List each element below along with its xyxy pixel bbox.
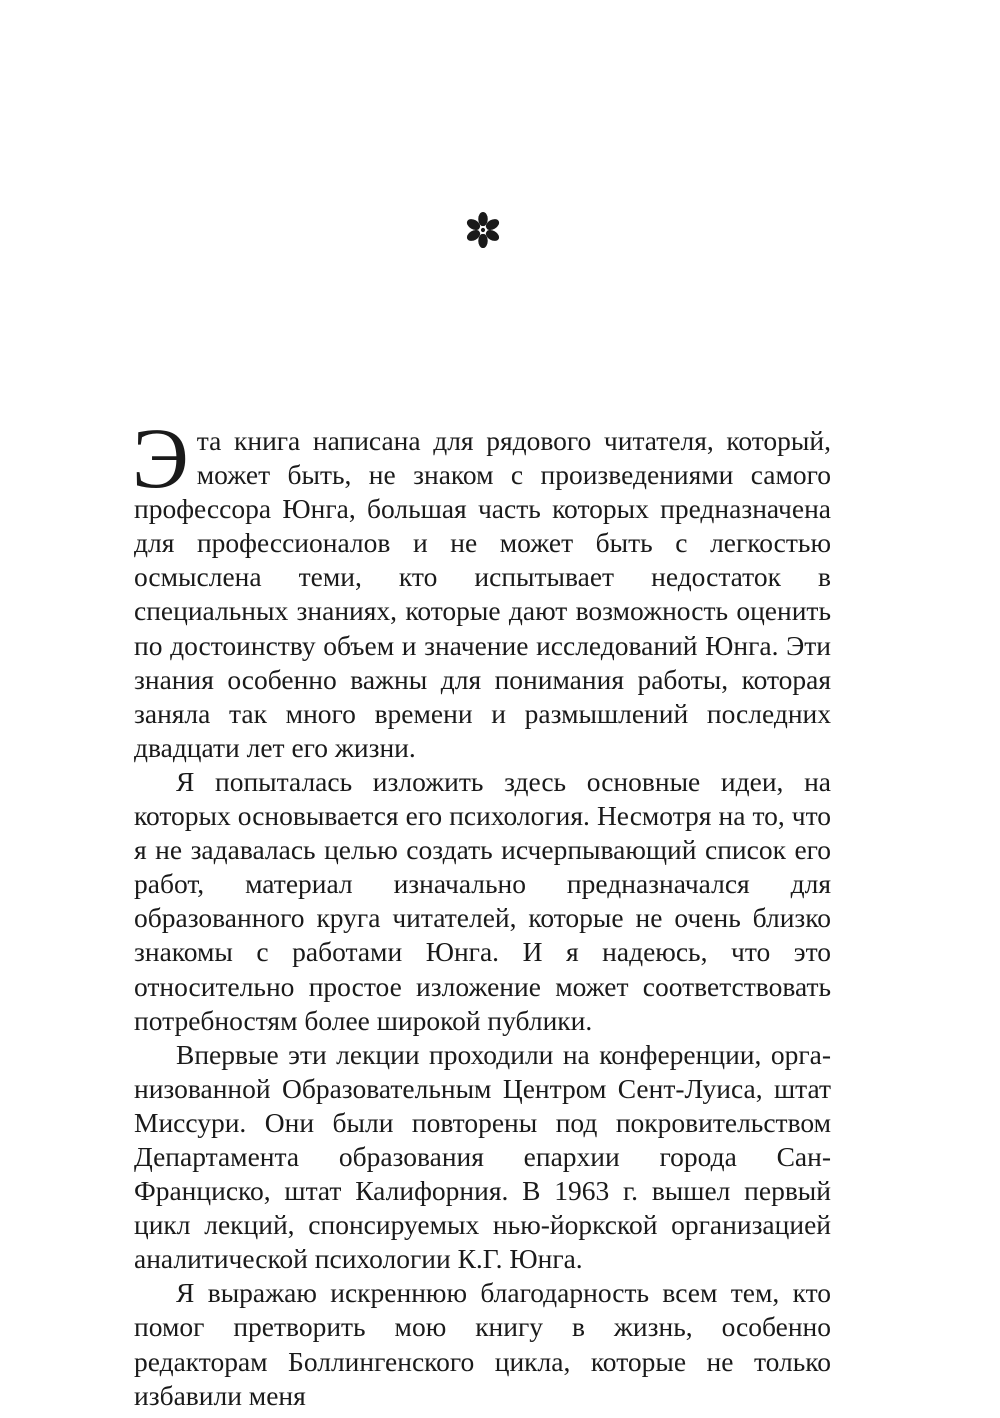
paragraph-3: Впервые эти лекции проходили на конференции, организованной Образовательным Центром Сент-Луиса, штат Миссури. Они были повторены под покровительством Департамента образования епархии города Сан-Франциско, штат Калифорния. В 1963 г. вышел первый цикл лекций, спонсируемых нью-йоркской организацией аналитической психологии К.Г. Юнга. (134, 1038, 831, 1275)
paragraph-1 (132, 410, 831, 765)
drop-cap: Э (132, 410, 189, 506)
paragraph-1-text: та книга написана для рядового читателя, который, может быть, не знаком с произведениями самого профессора Юнга, большая часть которых предназначена для профессионалов и не может быть с легкостью осмыслена теми, кто испытывает недостаток в специальных знаниях, которые дают возможность оценить по достоинству объем и значение исследований Юнга. Эти знания особенно важны для понимания работы, которая заняла так много времени и размышлений последних двадцати лет его жизни. (134, 425, 831, 763)
paragraph-2: Я попыталась изложить здесь основные идеи, на которых основывается его психология. Несмотря на то, что я не задавалась целью создать исчерпывающий список его работ, материал изначально предназначался для образованного круга читателей, которые не очень близко знакомы с работами Юнга. И я надеюсь, что это относительно простое изложение может соответствовать потребностям более широкой публики. (134, 765, 831, 1036)
flower-ornament-icon (464, 211, 502, 249)
paragraph-4: Я выражаю искреннюю благодарность всем тем, кто помог претворить мою книгу в жизнь, особенно редакторам Боллингенского цикла, которые не только избавили меня (134, 1277, 831, 1411)
preface-text (132, 410, 831, 1413)
